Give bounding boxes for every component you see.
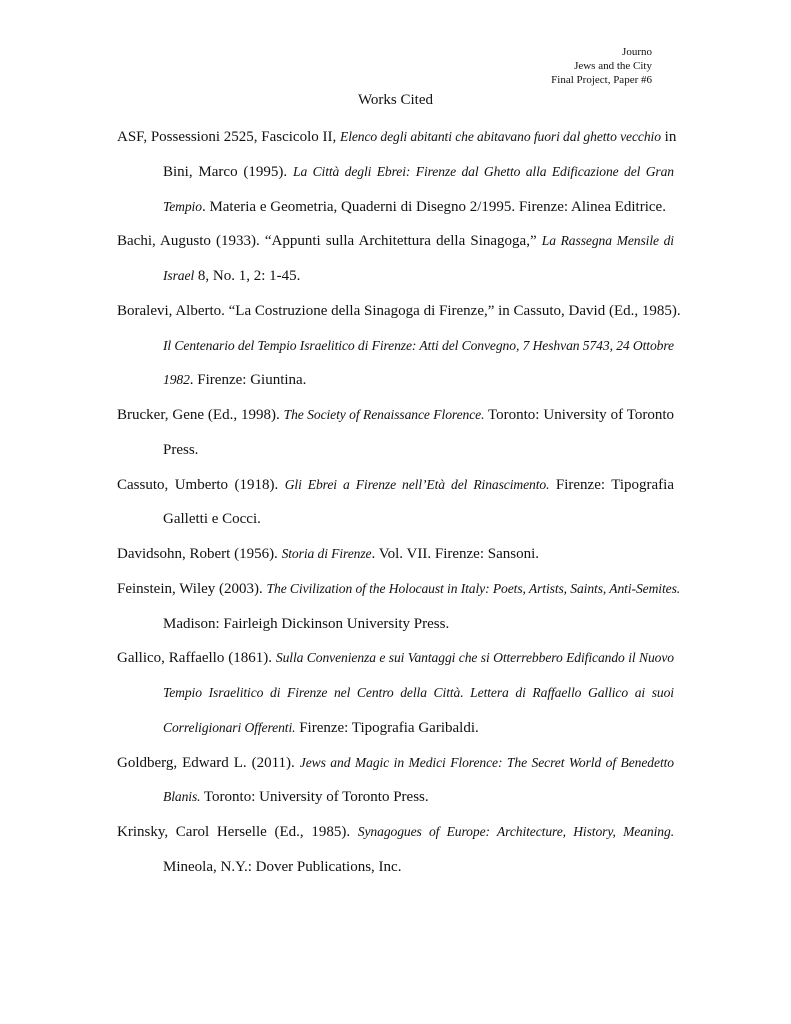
citation-line xyxy=(117,398,674,433)
citation-title-italic: Sulla Convenienza e sui Vantaggi che si Otterrebbero Edificando il Nuovo xyxy=(275,650,674,666)
citation-line xyxy=(117,746,674,781)
citation-title-italic: Storia di Firenze xyxy=(281,546,372,561)
citation-entry xyxy=(117,120,677,224)
citation-text: Galletti e Cocci. xyxy=(163,511,261,528)
citation-title-italic: Il Centenario del Tempio Israelitico di Firenze: Atti del Convegno, 7 Heshvan 5743, 24 Ottobre xyxy=(163,337,674,353)
citation-title-italic: Synagogues of Europe: Architecture, History, Meaning. xyxy=(357,824,675,839)
citation-text: . Materia e Geometria, Quaderni di Disegno 2/1995. Firenze: Alinea Editrice. xyxy=(201,198,666,215)
citation-text: Madison: Fairleigh Dickinson University Press. xyxy=(163,615,450,632)
citation-title-italic: La Rassegna Mensile di xyxy=(541,233,674,249)
citation-title-italic: Jews and Magic in Medici Florence: The Secret World of Benedetto xyxy=(299,754,674,770)
citation-title-italic: Tempio xyxy=(163,198,202,214)
citation-text: 8, No. 1, 2: 1-45. xyxy=(194,268,301,284)
citation-text: Feinstein, Wiley (2003). xyxy=(117,580,267,597)
citation-text: Davidsohn, Robert (1956). xyxy=(117,546,282,562)
citation-text: Krinsky, Carol Herselle (Ed., 1985). xyxy=(117,824,358,840)
citation-title-italic: Israel xyxy=(163,268,195,283)
works-cited-list xyxy=(117,120,681,885)
citation-line xyxy=(117,572,681,607)
citation-entry xyxy=(117,746,674,816)
citation-title-italic: Blanis. xyxy=(163,789,201,805)
citation-text: Bachi, Augusto (1933). “Appunti sulla Architettura della Sinagoga,” xyxy=(117,233,542,250)
citation-line xyxy=(163,259,674,294)
citation-line xyxy=(163,433,674,468)
citation-title-italic: Tempio Israelitico di Firenze nel Centro della Città. Lettera di Raffaello Gallico ai suoi xyxy=(163,685,674,700)
citation-text: Toronto: University of Toronto xyxy=(484,407,674,423)
citation-line xyxy=(117,537,674,572)
citation-entry xyxy=(117,398,674,468)
citation-line xyxy=(163,780,674,815)
citation-entry xyxy=(117,815,674,885)
citation-text: Gallico, Raffaello (1861). xyxy=(117,650,276,667)
citation-entry xyxy=(117,537,674,572)
citation-entry xyxy=(117,294,681,398)
citation-text: in xyxy=(660,129,677,145)
header-assignment: Final Project, Paper #6 xyxy=(551,74,652,86)
citation-text: Firenze: Tipografia xyxy=(549,476,674,493)
citation-line xyxy=(163,363,674,398)
citation-title-italic: Elenco degli abitanti che abitavano fuori dal ghetto vecchio xyxy=(339,129,661,144)
citation-line xyxy=(117,294,681,329)
citation-entry xyxy=(117,572,681,642)
citation-line xyxy=(163,850,674,885)
citation-title-italic: 1982 xyxy=(163,372,190,388)
citation-text: ASF, Possessioni 2525, Fascicolo II, xyxy=(117,129,340,145)
citation-line xyxy=(163,190,674,225)
citation-line xyxy=(163,676,674,711)
citation-line xyxy=(117,224,674,259)
citation-text: Firenze: Tipografia Garibaldi. xyxy=(295,719,479,736)
citation-entry xyxy=(117,468,674,538)
citation-title-italic: Correligionari Offerenti. xyxy=(163,719,296,735)
citation-title-italic: The Society of Renaissance Florence. xyxy=(283,407,485,422)
citation-entry xyxy=(117,641,674,745)
citation-line xyxy=(163,502,674,537)
citation-title-italic: La Città degli Ebrei: Firenze dal Ghetto alla Edificazione del Gran xyxy=(293,163,674,179)
citation-text: Goldberg, Edward L. (2011). xyxy=(117,754,300,771)
citation-text: . Firenze: Giuntina. xyxy=(189,372,307,389)
citation-line xyxy=(117,120,677,155)
citation-title-italic: Gli Ebrei a Firenze nell’Età del Rinascimento. xyxy=(284,476,550,492)
citation-text: . Vol. VII. Firenze: Sansoni. xyxy=(371,546,539,562)
citation-line xyxy=(117,641,674,676)
header-course: Jews and the City xyxy=(574,60,652,72)
citation-text: Boralevi, Alberto. “La Costruzione della Sinagoga di Firenze,” in Cassuto, David (Ed., 1985). xyxy=(117,302,681,319)
header-author: Journo xyxy=(622,46,652,58)
page-header xyxy=(551,45,652,87)
citation-text: Press. xyxy=(163,441,199,458)
page-title: Works Cited xyxy=(357,92,434,108)
citation-text: Bini, Marco (1995). xyxy=(163,163,294,180)
citation-line xyxy=(163,711,674,746)
citation-line xyxy=(163,329,674,364)
citation-text: Toronto: University of Toronto Press. xyxy=(200,789,429,806)
citation-line xyxy=(163,607,674,642)
citation-title-italic: The Civilization of the Holocaust in Italy: Poets, Artists, Saints, Anti-Semites. xyxy=(266,580,681,596)
citation-text: Brucker, Gene (Ed., 1998). xyxy=(117,407,284,423)
citation-text: Cassuto, Umberto (1918). xyxy=(117,476,285,493)
citation-line xyxy=(117,468,674,503)
citation-entry xyxy=(117,224,674,294)
citation-text: Mineola, N.Y.: Dover Publications, Inc. xyxy=(163,858,402,875)
citation-line xyxy=(163,155,674,190)
citation-line xyxy=(117,815,674,850)
